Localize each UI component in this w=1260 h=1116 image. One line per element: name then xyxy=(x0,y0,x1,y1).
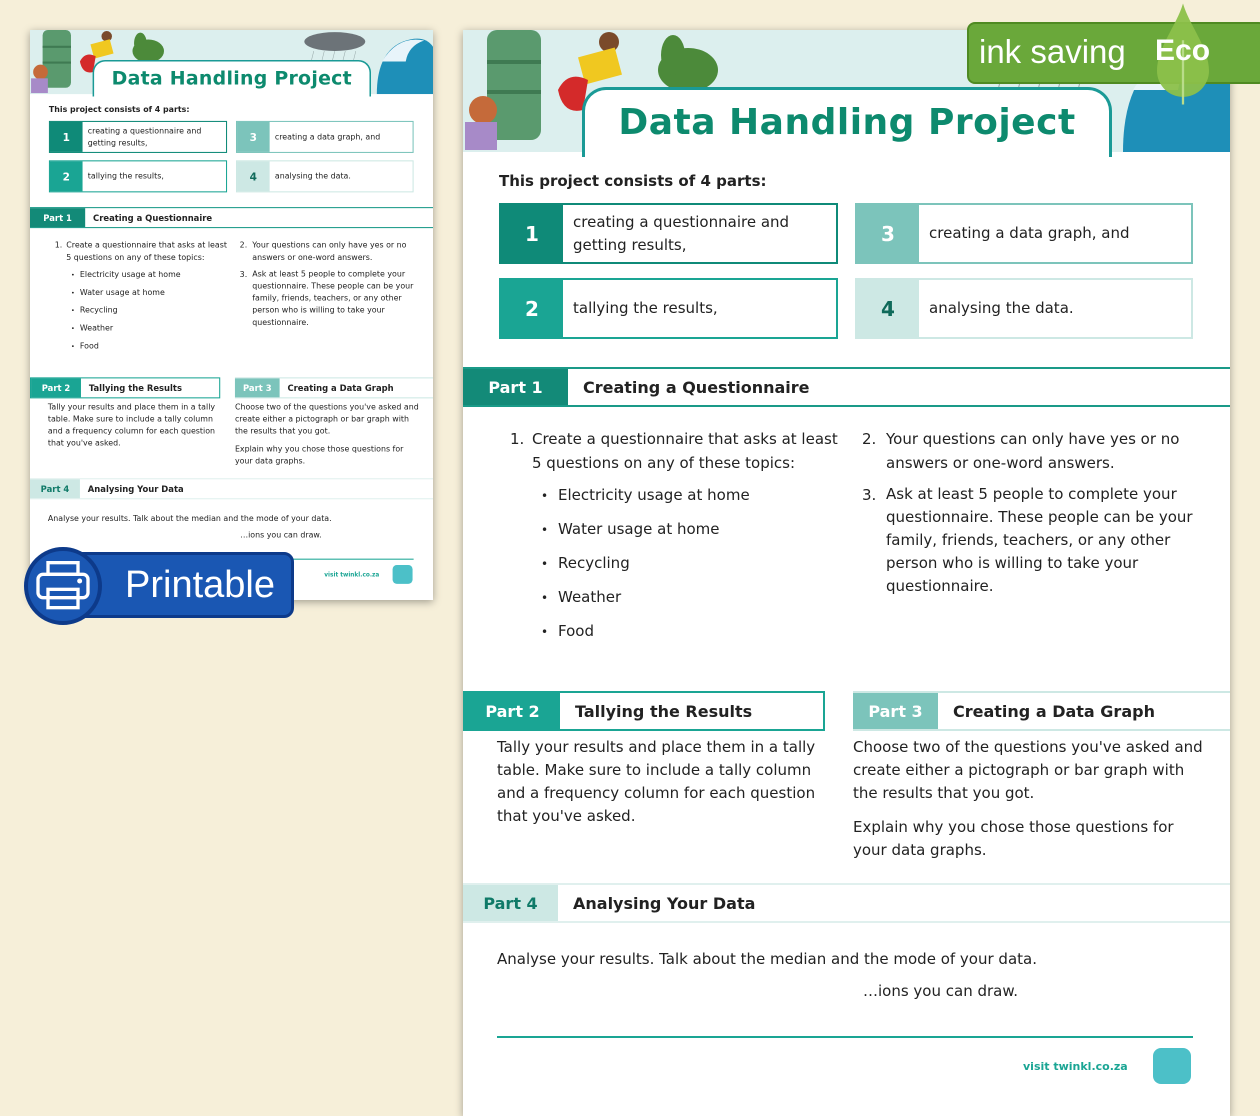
page-title: Data Handling Project xyxy=(111,67,352,90)
bullet-icon: • xyxy=(541,557,549,571)
part3-header xyxy=(235,377,433,398)
bullet-icon: • xyxy=(541,523,549,537)
part-heading: Creating a Data Graph xyxy=(953,701,1155,721)
ink-saving-badge xyxy=(967,22,1260,84)
topic-item: Food xyxy=(558,622,594,640)
part-overview-4 xyxy=(236,160,414,192)
part2-header xyxy=(463,691,825,731)
part-overview-1 xyxy=(49,121,227,153)
part-description: creating a data graph, and xyxy=(274,131,381,142)
part3-header xyxy=(853,691,1230,731)
worksheet xyxy=(463,30,1230,1116)
part2-text: Tally your results and place them in a tally table. Make sure to include a tally column and a frequency column for each question that you've asked. xyxy=(497,738,816,825)
part-number: 1 xyxy=(501,205,563,262)
topic-item: Recycling xyxy=(79,305,118,315)
part-overview-3 xyxy=(236,121,414,153)
part-description: tallying the results, xyxy=(87,171,164,181)
part-heading: Tallying the Results xyxy=(88,382,182,393)
worksheet-thumbnail xyxy=(30,30,433,600)
topic-item: Weather xyxy=(558,588,622,606)
part-overview-2 xyxy=(499,278,838,339)
part3-text: Choose two of the questions you've asked and create either a pictograph or bar graph with the results that you got. xyxy=(853,738,1203,802)
list-number: 3. xyxy=(239,269,248,280)
list-number: 1. xyxy=(54,240,63,250)
part-number: 2 xyxy=(50,161,83,191)
preview-page-large xyxy=(463,30,1230,1116)
bullet-icon: • xyxy=(70,289,75,297)
topic-item: Electricity usage at home xyxy=(79,269,181,280)
topic-item: Recycling xyxy=(558,554,630,572)
part2-header xyxy=(30,377,220,398)
part-number: 3 xyxy=(857,205,919,262)
bullet-icon: • xyxy=(70,306,75,315)
list-item: Ask at least 5 people to complete your questionnaire. These people can be your family, friends, teachers, or any other person who is willing to take your questionnaire. xyxy=(252,269,414,327)
part1-header xyxy=(30,207,433,228)
part-number: 3 xyxy=(237,122,270,152)
list-item: Create a questionnaire that asks at least 5 questions on any of these topics: xyxy=(66,240,227,263)
printer-icon xyxy=(24,547,102,625)
part-number: 2 xyxy=(501,280,563,337)
list-item: Ask at least 5 people to complete your questionnaire. These people can be your family, friends, teachers, or any other person who is willing to take your questionnaire. xyxy=(886,485,1193,595)
list-item: Your questions can only have yes or no answers or one-word answers. xyxy=(252,240,407,263)
part-description: analysing the data. xyxy=(274,171,351,181)
part-description: tallying the results, xyxy=(573,299,718,317)
topic-item: Food xyxy=(79,341,99,351)
footer-link[interactable]: visit twinkl.co.za xyxy=(324,571,380,579)
part-label: Part 4 xyxy=(463,885,558,921)
bullet-icon: • xyxy=(541,625,549,639)
intro-text: This project consists of 4 parts: xyxy=(48,104,190,115)
part1-header xyxy=(463,367,1230,407)
intro-text: This project consists of 4 parts: xyxy=(499,172,767,190)
part-number: 4 xyxy=(237,161,270,191)
part4-text: Analyse your results. Talk about the median and the mode of your data. xyxy=(497,950,1037,968)
bullet-icon: • xyxy=(70,342,75,351)
part-overview-3 xyxy=(855,203,1193,264)
bullet-icon: • xyxy=(541,591,549,605)
part3-text: Explain why you chose those questions for your data graphs. xyxy=(234,444,404,466)
topic-item: Electricity usage at home xyxy=(558,486,750,504)
list-item: Your questions can only have yes or no answers or one-word answers. xyxy=(886,430,1180,472)
topic-item: Water usage at home xyxy=(558,520,720,538)
part-label: Part 2 xyxy=(31,378,81,397)
part-description: analysing the data. xyxy=(929,299,1074,317)
list-number: 2. xyxy=(239,240,248,250)
part-label: Part 2 xyxy=(465,693,560,729)
page-title: Data Handling Project xyxy=(618,102,1076,143)
part4-text: Analyse your results. Talk about the median and the mode of your data. xyxy=(47,513,332,523)
bullet-icon: • xyxy=(541,489,549,503)
part-overview-2 xyxy=(49,160,227,192)
part4-header xyxy=(463,883,1230,923)
part3-text: Explain why you chose those questions for your data graphs. xyxy=(853,818,1174,859)
footer-link[interactable]: visit twinkl.co.za xyxy=(1023,1060,1128,1073)
part-label: Part 4 xyxy=(30,479,80,498)
logo-icon xyxy=(393,565,413,584)
bullet-icon: • xyxy=(70,324,75,333)
list-number: 2. xyxy=(862,430,877,448)
part-description: creating a questionnaire and getting results, xyxy=(87,125,202,148)
list-number: 1. xyxy=(510,430,525,448)
part4-header xyxy=(30,478,433,499)
part-label: Part 1 xyxy=(463,369,568,405)
part-description: creating a data graph, and xyxy=(929,224,1130,242)
printable-label: Printable xyxy=(125,564,275,606)
part2-text: Tally your results and place them in a tally table. Make sure to include a tally column and a frequency column for each question that you've asked. xyxy=(47,402,216,448)
part-overview-4 xyxy=(855,278,1193,339)
part-heading: Creating a Data Graph xyxy=(287,382,394,393)
footer-divider xyxy=(497,1036,1193,1038)
part-label: Part 3 xyxy=(853,693,938,729)
part3-text: Choose two of the questions you've asked and create either a pictograph or bar graph with the results that you got. xyxy=(234,402,419,436)
part-number: 4 xyxy=(857,280,919,337)
part-heading: Analysing Your Data xyxy=(87,483,184,494)
part-label: Part 1 xyxy=(30,208,85,227)
list-item: Create a questionnaire that asks at least 5 questions on any of these topics: xyxy=(532,430,838,472)
part-description: creating a questionnaire and getting results, xyxy=(573,212,790,254)
part4-text: …ions you can draw. xyxy=(863,982,1019,1000)
logo-icon xyxy=(1153,1048,1191,1084)
part-label: Part 3 xyxy=(235,378,280,397)
part-heading: Analysing Your Data xyxy=(573,893,756,913)
part-number: 1 xyxy=(50,122,83,152)
preview-page-small xyxy=(30,30,433,600)
ink-saving-label: ink saving xyxy=(979,33,1126,70)
topic-item: Weather xyxy=(79,323,114,333)
part-heading: Tallying the Results xyxy=(575,701,753,721)
part4-text: …ions you can draw. xyxy=(240,530,322,540)
eco-label: Eco xyxy=(1155,34,1211,67)
part-heading: Creating a Questionnaire xyxy=(93,212,213,223)
topic-item: Water usage at home xyxy=(79,287,165,297)
bullet-icon: • xyxy=(70,271,75,279)
part-heading: Creating a Questionnaire xyxy=(583,377,810,397)
list-number: 3. xyxy=(862,486,877,504)
part-overview-1 xyxy=(499,203,838,264)
